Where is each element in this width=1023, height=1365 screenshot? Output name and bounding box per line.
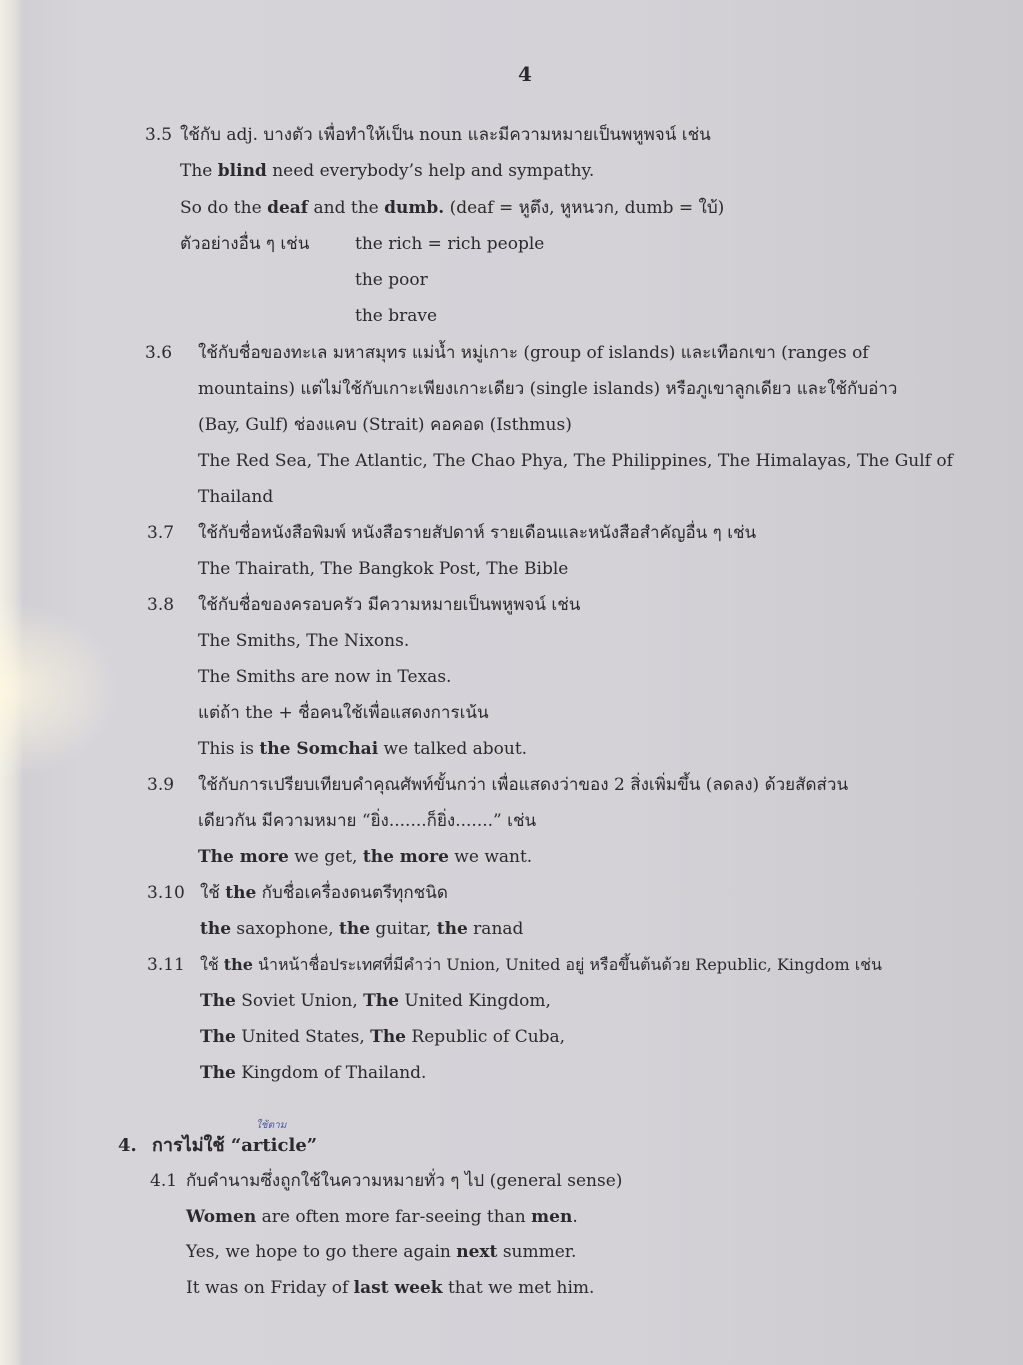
bold-run: dumb.: [384, 198, 445, 218]
section-text: [200, 882, 448, 904]
section-text: ใช้กับ adj. บางตัว เพื่อทำให้เป็น noun และมีความหมายเป็นพหูพจน์ เช่น: [180, 125, 711, 145]
section-number: 3.9: [147, 775, 175, 795]
bold-run: deaf: [267, 198, 309, 218]
bold-run: men: [531, 1207, 573, 1227]
section-number: 3.10: [147, 883, 185, 903]
text-run: ranad: [467, 919, 524, 939]
bold-run: The: [363, 991, 399, 1011]
text-run: Yes, we hope to go there again: [186, 1242, 457, 1262]
text-run: United Kingdom,: [398, 991, 551, 1011]
section-number: 4.1: [150, 1171, 178, 1191]
example-line: [186, 1277, 594, 1299]
example-line: The Thairath, The Bangkok Post, The Bible: [198, 559, 569, 579]
text-run: It was on Friday of: [186, 1278, 354, 1298]
section-text: ใช้กับการเปรียบเทียบคำคุณศัพท์ขั้นกว่า เพื่อแสดงว่าของ 2 สิ่งเพิ่มขึ้น (ลดลง) ด้วยสัดส่วน: [198, 775, 849, 795]
example-line: [200, 990, 551, 1012]
example-line: The Smiths, The Nixons.: [198, 631, 410, 651]
text-run: and the: [308, 198, 385, 218]
section-number: 3.7: [147, 523, 175, 543]
bold-run: The: [200, 1063, 236, 1083]
section-number: 4.: [118, 1135, 137, 1156]
text-run: United States,: [235, 1027, 371, 1047]
section-text: mountains) แต่ไม่ใช้กับเกาะเพียงเกาะเดียว (single islands) หรือภูเขาลูกเดียว และใช้กับอ่าว: [198, 379, 898, 399]
example-line: [180, 160, 594, 182]
example-line: [198, 738, 527, 760]
text-run: Republic of Cuba,: [406, 1027, 566, 1047]
bold-run: next: [456, 1242, 498, 1262]
text-run: กับชื่อเครื่องดนตรีทุกชนิด: [256, 883, 448, 903]
text-run: .: [572, 1207, 578, 1227]
bold-run: The more: [198, 847, 289, 867]
bold-run: last week: [353, 1278, 443, 1298]
example-line: [200, 1062, 426, 1084]
section-number: 3.6: [145, 343, 173, 363]
text-run: are often more far-seeing than: [256, 1207, 532, 1227]
section-text: เดียวกัน มีความหมาย “ยิ่ง.......ก็ยิ่ง.......” เช่น: [198, 811, 537, 831]
bold-run: the: [339, 919, 371, 939]
text-run: saxophone,: [231, 919, 339, 939]
section-heading: การไม่ใช้ “article”: [152, 1135, 318, 1156]
example-line: the rich = rich people: [355, 234, 545, 254]
section-text: ใช้กับชื่อหนังสือพิมพ์ หนังสือรายสัปดาห์ รายเดือนและหนังสือสำคัญอื่น ๆ เช่น: [198, 523, 757, 543]
handwritten-annotation: ใช้ตาม: [256, 1120, 287, 1131]
bold-run: the: [225, 883, 257, 903]
text-run: ใช้: [200, 955, 224, 974]
example-line: [186, 1206, 578, 1228]
bold-run: the: [436, 919, 468, 939]
example-line: [186, 1241, 576, 1263]
example-line: The Smiths are now in Texas.: [198, 667, 452, 687]
text-run: (deaf = หูตึง, หูหนวก, dumb = ใบ้): [444, 198, 725, 218]
section-text: ใช้กับชื่อของทะเล มหาสมุทร แม่น้ำ หมู่เกาะ (group of islands) และเทือกเขา (ranges of: [198, 343, 869, 363]
bold-run: The: [370, 1027, 406, 1047]
text-run: นำหน้าชื่อประเทศที่มีคำว่า Union, United อยู่ หรือขึ้นต้นด้วย Republic, Kingdom เช่น: [252, 955, 882, 974]
text-run: we talked about.: [378, 739, 528, 759]
text-run: we want.: [448, 847, 533, 867]
text-run: This is: [198, 739, 260, 759]
text-run: summer.: [497, 1242, 577, 1262]
example-line: The Red Sea, The Atlantic, The Chao Phya, The Philippines, The Himalayas, The Gulf of: [198, 451, 953, 471]
example-line: [180, 197, 724, 219]
text-run: that we met him.: [442, 1278, 595, 1298]
bold-run: the Somchai: [259, 739, 379, 759]
light-glare: [0, 600, 120, 780]
page-number: 4: [518, 62, 532, 86]
section-text: [200, 954, 882, 976]
example-line: [198, 846, 532, 868]
text-run: The: [180, 161, 218, 181]
example-line: [200, 918, 523, 940]
text-run: need everybody’s help and sympathy.: [266, 161, 595, 181]
text-run: we get,: [288, 847, 363, 867]
example-line: [200, 1026, 565, 1048]
text-run: Kingdom of Thailand.: [235, 1063, 427, 1083]
section-number: 3.8: [147, 595, 175, 615]
bold-run: blind: [217, 161, 267, 181]
bold-run: The: [200, 991, 236, 1011]
bold-run: the: [223, 955, 253, 974]
text-run: Soviet Union,: [235, 991, 364, 1011]
example-line: the brave: [355, 306, 438, 326]
text-run: ใช้: [200, 883, 226, 903]
bold-run: Women: [186, 1207, 257, 1227]
bold-run: the: [200, 919, 232, 939]
example-line: the poor: [355, 270, 428, 290]
bold-run: the more: [362, 847, 449, 867]
text-run: guitar,: [370, 919, 437, 939]
section-text: กับคำนามซึ่งถูกใช้ในความหมายทั่ว ๆ ไป (general sense): [186, 1171, 623, 1191]
example-line: Thailand: [198, 487, 274, 507]
text-run: So do the: [180, 198, 268, 218]
section-text: ใช้กับชื่อของครอบครัว มีความหมายเป็นพหูพจน์ เช่น: [198, 595, 581, 615]
other-label: ตัวอย่างอื่น ๆ เช่น: [180, 234, 310, 254]
bold-run: The: [200, 1027, 236, 1047]
section-text: (Bay, Gulf) ช่องแคบ (Strait) คอคอด (Isthmus): [198, 415, 572, 435]
section-number: 3.11: [147, 955, 185, 975]
section-text: แต่ถ้า the + ชื่อคนใช้เพื่อแสดงการเน้น: [198, 703, 489, 723]
section-number: 3.5: [145, 125, 173, 145]
